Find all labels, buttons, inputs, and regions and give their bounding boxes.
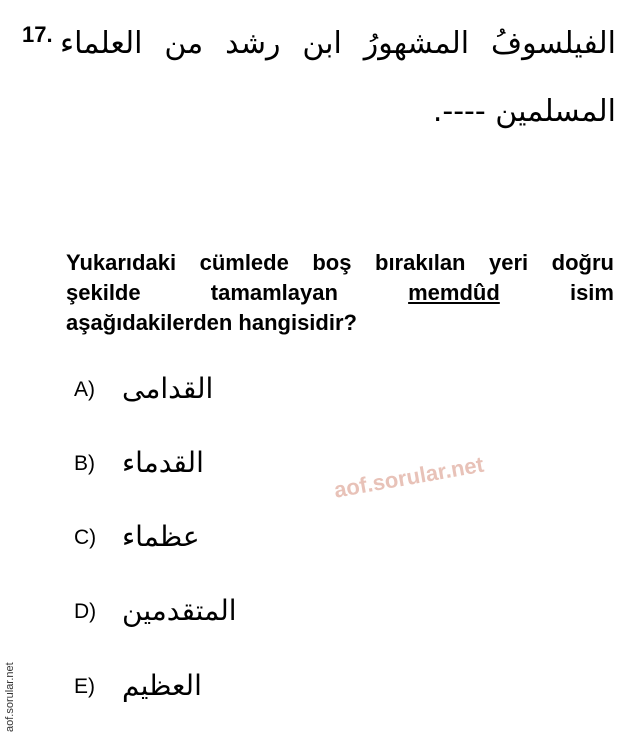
prompt-word-isim: isim: [569, 280, 614, 305]
option-text: المتقدمين: [122, 594, 237, 627]
option-letter: D): [74, 600, 97, 623]
arabic-stem-line-2: [60, 94, 616, 129]
arabic-stem-word: المسلمين: [495, 94, 616, 129]
option-letter: E): [74, 675, 95, 698]
question-number: 17.: [22, 22, 53, 47]
option-letter: B): [74, 452, 95, 475]
watermark: aof.sorular.net: [332, 451, 486, 503]
option-text: القدماء: [122, 446, 204, 479]
arabic-stem-line-1: الفيلسوفُ المشهورُ ابن رشد من العلماء: [60, 26, 616, 61]
option-letter: C): [74, 526, 97, 549]
side-watermark: aof.sorular.net: [4, 662, 16, 732]
prompt-line-1: Yukarıdaki cümlede boş bırakılan yeri doğru: [66, 250, 614, 275]
prompt-line-3: aşağıdakilerden hangisidir?: [66, 310, 357, 335]
prompt-word-tamamlayan: tamamlayan: [210, 280, 338, 305]
prompt-word-memdud: memdûd: [408, 280, 500, 305]
question-prompt: [66, 248, 614, 338]
option-text: العظيم: [122, 669, 202, 702]
prompt-word-sekilde: şekilde: [66, 280, 141, 305]
option-text: عظماء: [122, 520, 200, 553]
arabic-stem-blank: ----.: [432, 94, 486, 129]
option-letter: A): [74, 378, 95, 401]
prompt-line-2: [66, 278, 614, 308]
option-text: القدامى: [122, 372, 214, 405]
